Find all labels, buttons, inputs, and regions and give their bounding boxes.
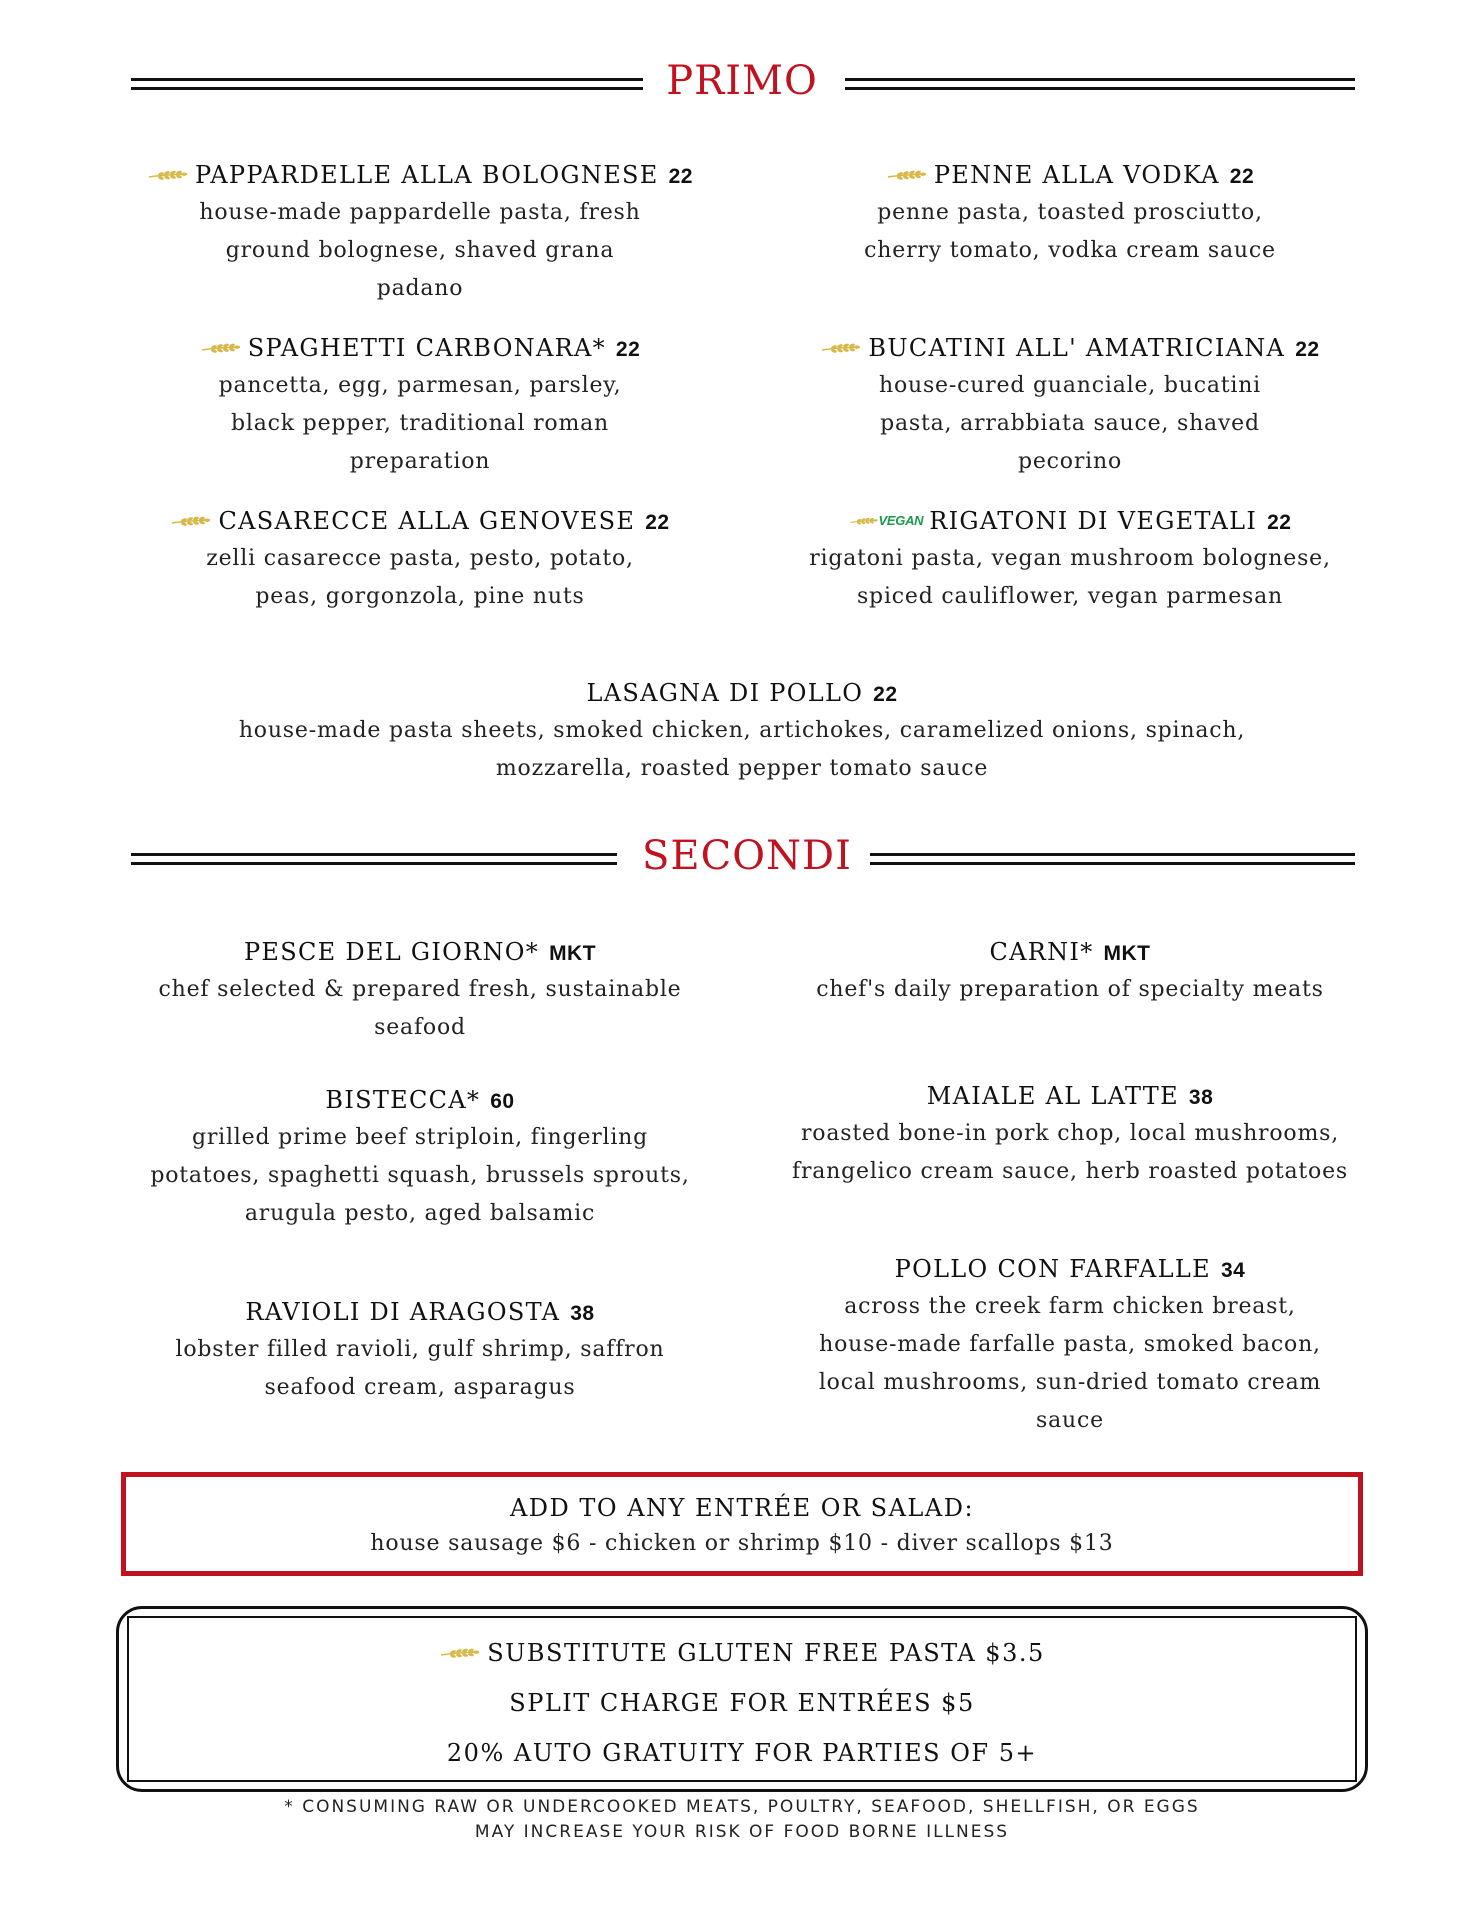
- note-text: SUBSTITUTE GLUTEN FREE PASTA $3.5: [487, 1639, 1045, 1667]
- menu-item-pollo: [790, 1252, 1350, 1440]
- primo-rule-left: [131, 78, 643, 90]
- item-price: 22: [1229, 165, 1255, 188]
- menu-item-pesce: [135, 935, 705, 1047]
- item-price: 22: [873, 683, 898, 706]
- primo-rule-right: [845, 78, 1355, 90]
- item-price: 22: [1267, 511, 1292, 534]
- item-price: 38: [1188, 1086, 1214, 1109]
- wheat-icon: [820, 341, 862, 355]
- item-price: 34: [1220, 1259, 1246, 1282]
- primo-title: PRIMO: [666, 58, 818, 104]
- item-name: CASARECCE ALLA GENOVESE: [218, 507, 636, 535]
- item-name: BUCATINI ALL' AMATRICIANA: [868, 334, 1286, 362]
- secondi-rule-right: [870, 853, 1355, 865]
- primo-header: [0, 54, 1484, 114]
- item-name: LASAGNA DI POLLO: [586, 679, 864, 707]
- menu-item-bucatini: [790, 331, 1350, 481]
- menu-item-carni: [790, 935, 1350, 1009]
- secondi-rule-left: [131, 853, 617, 865]
- wheat-icon: [439, 1646, 481, 1660]
- addon-title: ADD TO ANY ENTRÉE OR SALAD:: [509, 1494, 975, 1522]
- item-description: rigatoni pasta, vegan mushroom bolognese, spiced cauliflower, vegan parmesan: [809, 546, 1331, 609]
- addon-box: [121, 1472, 1363, 1576]
- menu-item-casarecce: [120, 504, 720, 616]
- item-price: 22: [1295, 338, 1320, 361]
- wheat-icon: [886, 168, 928, 182]
- item-description: chef's daily preparation of specialty meats: [816, 977, 1324, 1002]
- menu-item-pappardelle: [120, 158, 720, 308]
- item-description: penne pasta, toasted prosciutto, cherry tomato, vodka cream sauce: [864, 200, 1276, 263]
- item-description: lobster filled ravioli, gulf shrimp, saffron seafood cream, asparagus: [175, 1337, 665, 1400]
- item-name: BISTECCA*: [325, 1086, 481, 1114]
- wheat-icon: [170, 514, 212, 528]
- note-split-charge: SPLIT CHARGE FOR ENTRÉES $5: [509, 1689, 975, 1717]
- item-description: chef selected & prepared fresh, sustainable seafood: [158, 977, 682, 1040]
- menu-item-carbonara: [120, 331, 720, 481]
- item-name: RIGATONI DI VEGETALI: [929, 507, 1258, 535]
- item-name: PENNE ALLA VODKA: [933, 161, 1220, 189]
- disclaimer-line-1: * CONSUMING RAW OR UNDERCOOKED MEATS, POULTRY, SEAFOOD, SHELLFISH, OR EGGS: [284, 1797, 1200, 1817]
- item-name: PAPPARDELLE ALLA BOLOGNESE: [195, 161, 659, 189]
- note-gluten-free: [129, 1628, 1355, 1678]
- item-description: grilled prime beef striploin, fingerling potatoes, spaghetti squash, brussels sprouts, arugula pesto, aged balsamic: [150, 1125, 690, 1226]
- menu-item-rigatoni: [790, 504, 1350, 616]
- item-price: 22: [615, 338, 641, 361]
- menu-item-bistecca: [135, 1083, 705, 1233]
- addon-text: house sausage $6 - chicken or shrimp $10 - diver scallops $13: [370, 1531, 1114, 1556]
- disclaimer-line-2: MAY INCREASE YOUR RISK OF FOOD BORNE ILLNESS: [474, 1822, 1010, 1842]
- menu-item-penne: [790, 158, 1350, 270]
- item-price: MKT: [549, 942, 597, 965]
- menu-item-lasagna: [150, 676, 1334, 788]
- wheat-icon: [147, 168, 189, 182]
- item-description: house-cured guanciale, bucatini pasta, arrabbiata sauce, shaved pecorino: [878, 373, 1262, 474]
- item-description: zelli casarecce pasta, pesto, potato, peas, gorgonzola, pine nuts: [206, 546, 634, 609]
- item-price: 38: [570, 1302, 595, 1325]
- item-name: MAIALE AL LATTE: [926, 1082, 1179, 1110]
- wheat-icon: [849, 514, 879, 528]
- vegan-badge: VEGAN: [878, 512, 924, 528]
- wheat-icon: [200, 341, 242, 355]
- item-price: MKT: [1103, 942, 1151, 965]
- item-name: SPAGHETTI CARBONARA*: [247, 334, 606, 362]
- menu-item-ravioli: [135, 1295, 705, 1407]
- secondi-header: [0, 829, 1484, 889]
- item-price: 60: [490, 1090, 515, 1113]
- item-description: across the creek farm chicken breast, house-made farfalle pasta, smoked bacon, local mushrooms, sun-dried tomato cream sauce: [818, 1294, 1322, 1433]
- item-description: house-made pappardelle pasta, fresh ground bolognese, shaved grana padano: [199, 200, 641, 301]
- menu-item-maiale: [790, 1079, 1350, 1191]
- item-name: RAVIOLI DI ARAGOSTA: [245, 1298, 561, 1326]
- item-price: 22: [668, 165, 693, 188]
- item-name: PESCE DEL GIORNO*: [243, 938, 540, 966]
- notes-box: [116, 1606, 1368, 1792]
- item-description: house-made pasta sheets, smoked chicken, artichokes, caramelized onions, spinach, mozzarella, roasted pepper tomato sauce: [238, 718, 1246, 781]
- note-gratuity: 20% AUTO GRATUITY FOR PARTIES OF 5+: [446, 1739, 1038, 1767]
- secondi-title: SECONDI: [642, 833, 852, 879]
- item-name: POLLO CON FARFALLE: [894, 1255, 1211, 1283]
- item-name: CARNI*: [989, 938, 1094, 966]
- food-safety-disclaimer: [0, 1795, 1484, 1845]
- item-description: pancetta, egg, parmesan, parsley, black pepper, traditional roman preparation: [218, 373, 622, 474]
- item-description: roasted bone-in pork chop, local mushrooms, frangelico cream sauce, herb roasted potatoes: [792, 1121, 1348, 1184]
- item-price: 22: [645, 511, 670, 534]
- notes-inner-frame: [127, 1616, 1357, 1782]
